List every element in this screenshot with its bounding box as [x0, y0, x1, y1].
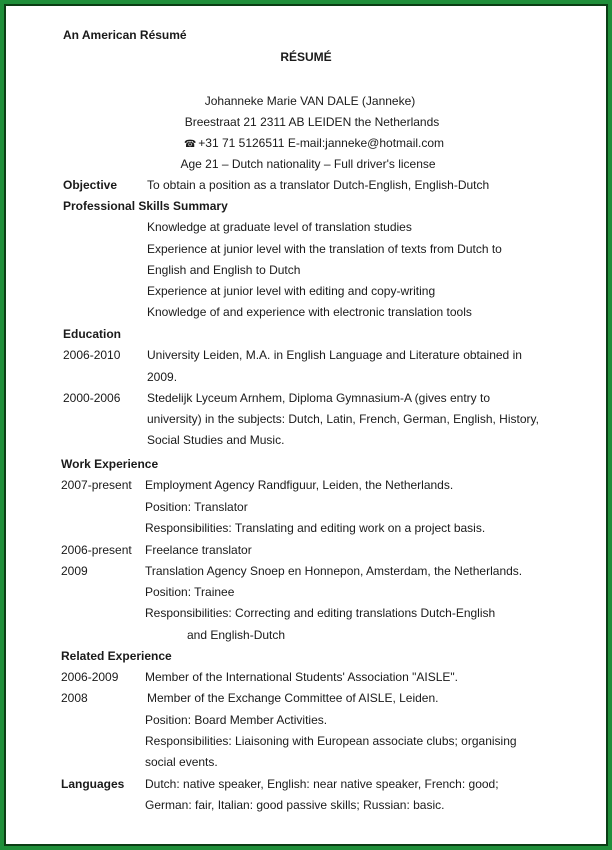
phone-icon: ☎: [183, 139, 197, 150]
related-date: 2006-2009: [61, 670, 119, 684]
related-line: Member of the International Students' Association "AISLE".: [145, 670, 458, 684]
education-line: Stedelijk Lyceum Arnhem, Diploma Gymnasium-A (gives entry to: [147, 391, 491, 405]
education-line: 2009.: [147, 370, 178, 384]
work-line: Freelance translator: [145, 543, 252, 557]
education-line: University Leiden, M.A. in English Language and Literature obtained in: [147, 348, 522, 362]
skills-line: Knowledge of and experience with electronic translation tools: [147, 305, 472, 319]
languages-line: Dutch: native speaker, English: near native speaker, French: good;: [145, 777, 499, 791]
related-line: Position: Board Member Activities.: [145, 713, 328, 727]
work-line: Employment Agency Randfiguur, Leiden, the Netherlands.: [145, 478, 454, 492]
education-label: Education: [63, 327, 122, 341]
objective-label: Objective: [63, 178, 118, 192]
work-label: Work Experience: [61, 457, 159, 471]
skills-line: English and English to Dutch: [147, 263, 301, 277]
work-date: 2006-present: [61, 543, 132, 557]
work-line: Translation Agency Snoep en Honnepon, Amsterdam, the Netherlands.: [145, 564, 523, 578]
languages-label: Languages: [61, 777, 125, 791]
contact-phone-email: [0, 136, 612, 150]
contact-personal: Age 21 – Dutch nationality – Full driver's license: [180, 157, 436, 171]
document-title: RÉSUMÉ: [280, 50, 332, 64]
contact-phone-email-text: +31 71 5126511 E-mail:janneke@hotmail.com: [198, 136, 445, 150]
work-line: Position: Translator: [145, 500, 248, 514]
related-label: Related Experience: [61, 649, 172, 663]
contact-address: Breestraat 21 2311 AB LEIDEN the Netherlands: [184, 115, 440, 129]
work-date: 2007-present: [61, 478, 132, 492]
work-line: Responsibilities: Correcting and editing translations Dutch-English: [145, 606, 496, 620]
skills-line: Experience at junior level with the translation of texts from Dutch to: [147, 242, 502, 256]
education-line: Social Studies and Music.: [147, 433, 285, 447]
related-line: Member of the Exchange Committee of AISLE, Leiden.: [147, 691, 439, 705]
document-header: An American Résumé: [63, 28, 187, 42]
languages-line: German: fair, Italian: good passive skills; Russian: basic.: [145, 798, 445, 812]
work-line: and English-Dutch: [187, 628, 286, 642]
objective-text: To obtain a position as a translator Dutch-English, English-Dutch: [147, 178, 490, 192]
education-date: 2000-2006: [63, 391, 121, 405]
education-line: university) in the subjects: Dutch, Latin, French, German, English, History,: [147, 412, 539, 426]
related-line: Responsibilities: Liaisoning with European associate clubs; organising: [145, 734, 517, 748]
related-line: social events.: [145, 755, 218, 769]
work-date: 2009: [61, 564, 88, 578]
related-date: 2008: [61, 691, 88, 705]
skills-line: Experience at junior level with editing and copy-writing: [147, 284, 436, 298]
work-line: Position: Trainee: [145, 585, 235, 599]
work-line: Responsibilities: Translating and editing work on a project basis.: [145, 521, 486, 535]
skills-label: Professional Skills Summary: [63, 199, 228, 213]
contact-name: Johanneke Marie VAN DALE (Janneke): [204, 94, 416, 108]
education-date: 2006-2010: [63, 348, 121, 362]
skills-line: Knowledge at graduate level of translation studies: [147, 220, 412, 234]
